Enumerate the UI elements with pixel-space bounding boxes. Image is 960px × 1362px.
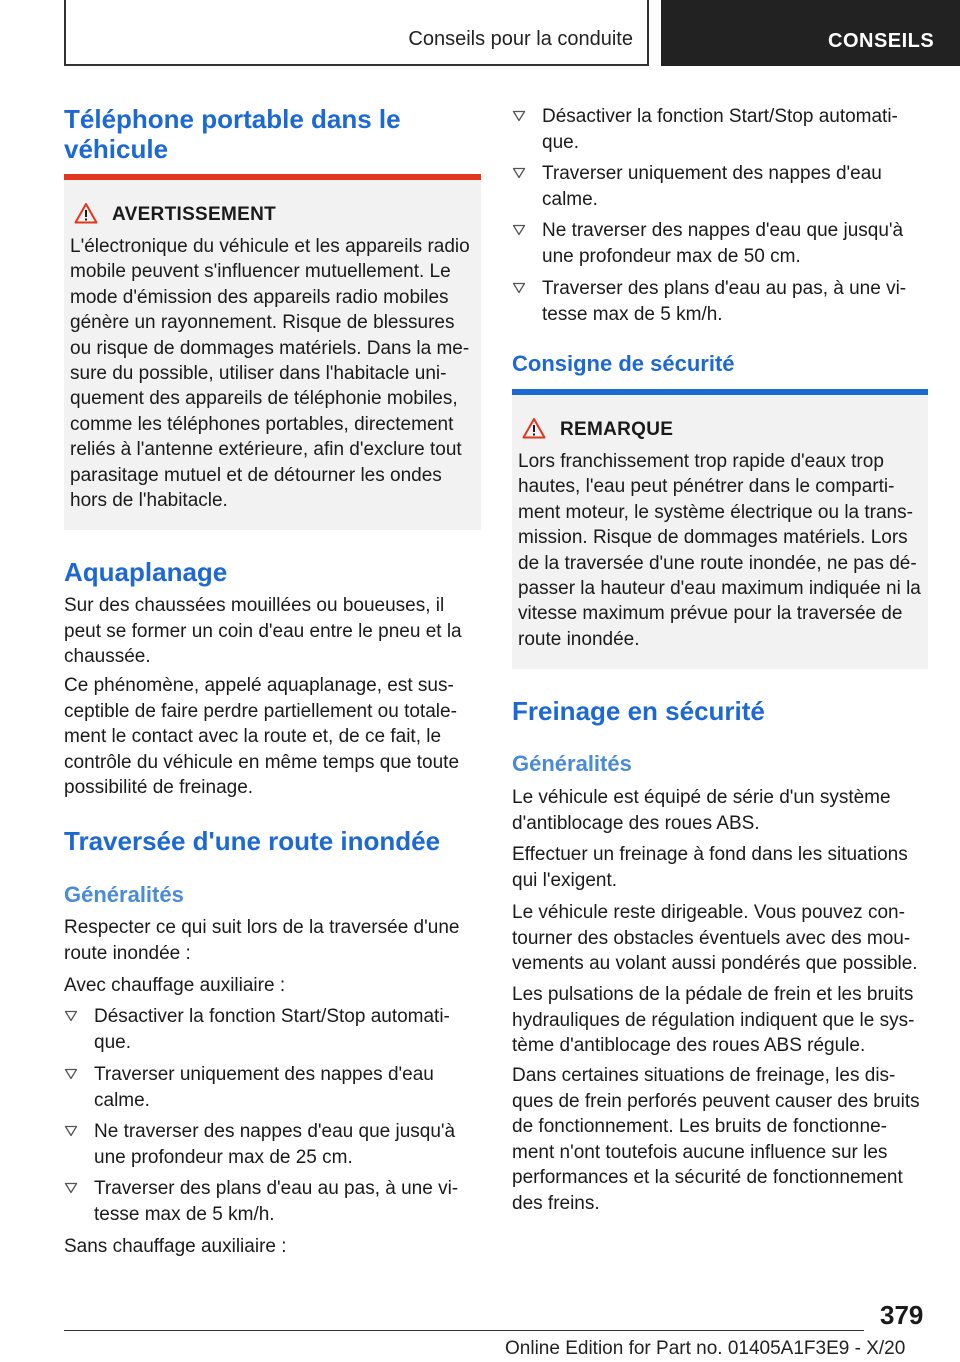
footer-divider: [64, 1330, 864, 1331]
header-chapter-box: [661, 0, 960, 66]
text-line: mission. Risque de dommages matériels. Lors: [518, 527, 908, 549]
text-line: passer la hauteur d'eau maximum indiquée ni la: [518, 578, 921, 600]
text-line: hors de l'habitacle.: [70, 490, 228, 512]
heading-phone-line: Téléphone portable dans le: [64, 104, 401, 134]
paragraph-braking-5: [512, 1063, 920, 1216]
text-line: Traverser des plans d'eau au pas, à une vi-: [94, 1178, 459, 1199]
paragraph-braking-2: [512, 842, 908, 893]
text-line: ques de frein perforés peuvent causer des bruits: [512, 1090, 920, 1112]
triangle-bullet-icon: [64, 1182, 78, 1194]
heading-general-right: Généralités: [512, 751, 632, 776]
paragraph-aquaplanage-1: [64, 593, 462, 670]
text-line: Respecter ce qui suit lors de la traversée d'une: [64, 917, 460, 938]
triangle-bullet-icon: [64, 1068, 78, 1080]
text-line: hydrauliques de régulation indiquent que le sys-: [512, 1009, 915, 1031]
text-line: calme.: [94, 1089, 150, 1111]
header-section-box: [64, 0, 649, 66]
list-item-text: [94, 1062, 434, 1113]
text-line: hautes, l'eau peut pénétrer dans le comparti-: [518, 476, 895, 498]
list-item-text: [94, 1004, 450, 1055]
heading-aquaplanage: Aquaplanage: [64, 557, 228, 587]
text-line: Ce phénomène, appelé aquaplanage, est sus-: [64, 675, 454, 696]
text-line: performances et la sécurité de fonctionnement: [512, 1167, 903, 1188]
text-line: mobile peuvent s'influencer mutuellement. Le: [70, 261, 451, 283]
heading-braking: Freinage en sécurité: [512, 696, 765, 726]
text-line: tesse max de 5 km/h.: [94, 1203, 275, 1225]
text-line: ou risque de dommages matériels. Dans la me-: [70, 337, 470, 359]
without-heating-label: Sans chauffage auxiliaire :: [64, 1236, 287, 1257]
page-number: 379: [880, 1300, 924, 1330]
notice-box: [512, 389, 928, 669]
text-line: reliés à l'antenne extérieure, afin d'exclure tout: [70, 439, 462, 461]
paragraph-flood-intro: [64, 915, 459, 966]
list-item-text: [542, 161, 882, 212]
text-line: qui l'exigent.: [512, 869, 618, 891]
triangle-bullet-icon: [64, 1125, 78, 1137]
text-line: de la traversée d'une route inondée, ne pas dé-: [518, 552, 917, 574]
text-line: chaussée.: [64, 646, 151, 667]
page-header: [0, 0, 960, 66]
triangle-bullet-icon: [64, 1010, 78, 1022]
list-item-text: [94, 1119, 455, 1170]
text-line: Ne traverser des nappes d'eau que jusqu'à: [542, 220, 904, 241]
list-item-text: [542, 104, 898, 155]
list-item-text: [94, 1176, 458, 1227]
warning-bar: [64, 174, 481, 180]
text-line: Sur des chaussées mouillées ou boueuses, il: [64, 595, 445, 616]
heading-safety: Consigne de sécurité: [512, 351, 735, 376]
text-line: Le véhicule reste dirigeable. Vous pouvez con-: [512, 902, 905, 923]
notice-label: REMARQUE: [560, 419, 674, 440]
text-line: peut se former un coin d'eau entre le pneu et la: [64, 620, 462, 642]
warning-triangle-icon: [74, 202, 98, 224]
text-line: Traverser uniquement des nappes d'eau: [542, 163, 882, 184]
warning-triangle-icon: [522, 417, 546, 439]
triangle-bullet-icon: [512, 224, 526, 236]
text-line: d'antiblocage des roues ABS.: [512, 812, 760, 834]
list-item: [512, 218, 928, 270]
text-line: parasitage mutuel et de détourner les ondes: [70, 464, 442, 486]
text-line: génère un rayonnement. Risque de blessures: [70, 312, 455, 334]
warning-text: [70, 234, 470, 513]
edition-info: Online Edition for Part no. 01405A1F3E9 - X/20: [505, 1338, 906, 1359]
triangle-bullet-icon: [512, 167, 526, 179]
text-line: tourner des obstacles éventuels avec des mou-: [512, 927, 911, 949]
list-item: [512, 161, 928, 213]
text-line: une profondeur max de 25 cm.: [94, 1146, 353, 1168]
text-line: Dans certaines situations de freinage, les dis-: [512, 1065, 896, 1086]
header-section-title: Conseils pour la conduite: [408, 28, 633, 50]
heading-phone: [64, 104, 401, 164]
text-line: sure du possible, utiliser dans l'habitacle uni-: [70, 363, 447, 385]
list-item: [64, 1062, 481, 1114]
text-line: des freins.: [512, 1192, 600, 1214]
with-heating-label: Avec chauffage auxiliaire :: [64, 975, 286, 996]
text-line: ment le contact avec la route et, de ce fait, le: [64, 726, 442, 747]
list-item: [512, 276, 928, 328]
text-line: vements au volant aussi pondérés que possible.: [512, 953, 918, 974]
triangle-bullet-icon: [512, 110, 526, 122]
text-line: Effectuer un freinage à fond dans les situations: [512, 844, 908, 865]
text-line: route inondée.: [518, 628, 640, 650]
text-line: tème d'antiblocage des roues ABS régule.: [512, 1035, 866, 1056]
text-line: ment n'ont toutefois aucune influence sur les: [512, 1141, 888, 1163]
list-item-text: [542, 218, 903, 269]
warning-box: [64, 174, 481, 530]
text-line: Ne traverser des nappes d'eau que jusqu'à: [94, 1121, 456, 1142]
paragraph-braking-3: [512, 900, 918, 977]
text-line: Les pulsations de la pédale de frein et les bruits: [512, 984, 914, 1005]
text-line: que.: [94, 1031, 131, 1053]
text-line: contrôle du véhicule en même temps que toute: [64, 751, 460, 773]
paragraph-aquaplanage-2: [64, 673, 459, 801]
text-line: tesse max de 5 km/h.: [542, 303, 723, 325]
text-line: vitesse maximum prévue pour la traversée de: [518, 603, 903, 625]
notice-text: [518, 449, 921, 652]
text-line: Traverser des plans d'eau au pas, à une vi-: [542, 278, 907, 299]
text-line: comme les téléphones portables, directement: [70, 413, 454, 435]
text-line: mode d'émission des appareils radio mobiles: [70, 286, 449, 308]
text-line: quement des appareils de téléphonie mobiles,: [70, 388, 458, 410]
heading-flooded-road: Traversée d'une route inondée: [64, 826, 441, 856]
triangle-bullet-icon: [512, 282, 526, 294]
paragraph-braking-1: [512, 785, 891, 836]
heading-phone-line: véhicule: [64, 134, 169, 164]
text-line: Lors franchissement trop rapide d'eaux trop: [518, 451, 884, 472]
list-item: [512, 104, 928, 156]
header-chapter-title: CONSEILS: [828, 30, 935, 52]
text-line: route inondée :: [64, 942, 191, 964]
text-line: ment moteur, le système électrique ou la trans-: [518, 501, 913, 523]
list-item: [64, 1176, 481, 1228]
text-line: Désactiver la fonction Start/Stop automati-: [542, 106, 898, 127]
list-item-text: [542, 276, 906, 327]
list-item: [64, 1119, 481, 1171]
text-line: que.: [542, 131, 579, 153]
list-item: [64, 1004, 481, 1056]
text-line: de fonctionnement. Les bruits de fonctionne-: [512, 1116, 887, 1137]
text-line: Traverser uniquement des nappes d'eau: [94, 1064, 434, 1085]
text-line: calme.: [542, 188, 598, 210]
text-line: Le véhicule est équipé de série d'un système: [512, 787, 891, 808]
text-line: ceptible de faire perdre partiellement ou totale-: [64, 700, 457, 722]
text-line: Désactiver la fonction Start/Stop automati-: [94, 1006, 450, 1027]
notice-bar: [512, 389, 928, 395]
text-line: L'électronique du véhicule et les appareils radio: [70, 236, 470, 257]
heading-general-left: Généralités: [64, 882, 184, 907]
warning-label: AVERTISSEMENT: [112, 204, 277, 225]
paragraph-braking-4: [512, 982, 914, 1059]
text-line: une profondeur max de 50 cm.: [542, 245, 801, 267]
text-line: possibilité de freinage.: [64, 777, 254, 798]
